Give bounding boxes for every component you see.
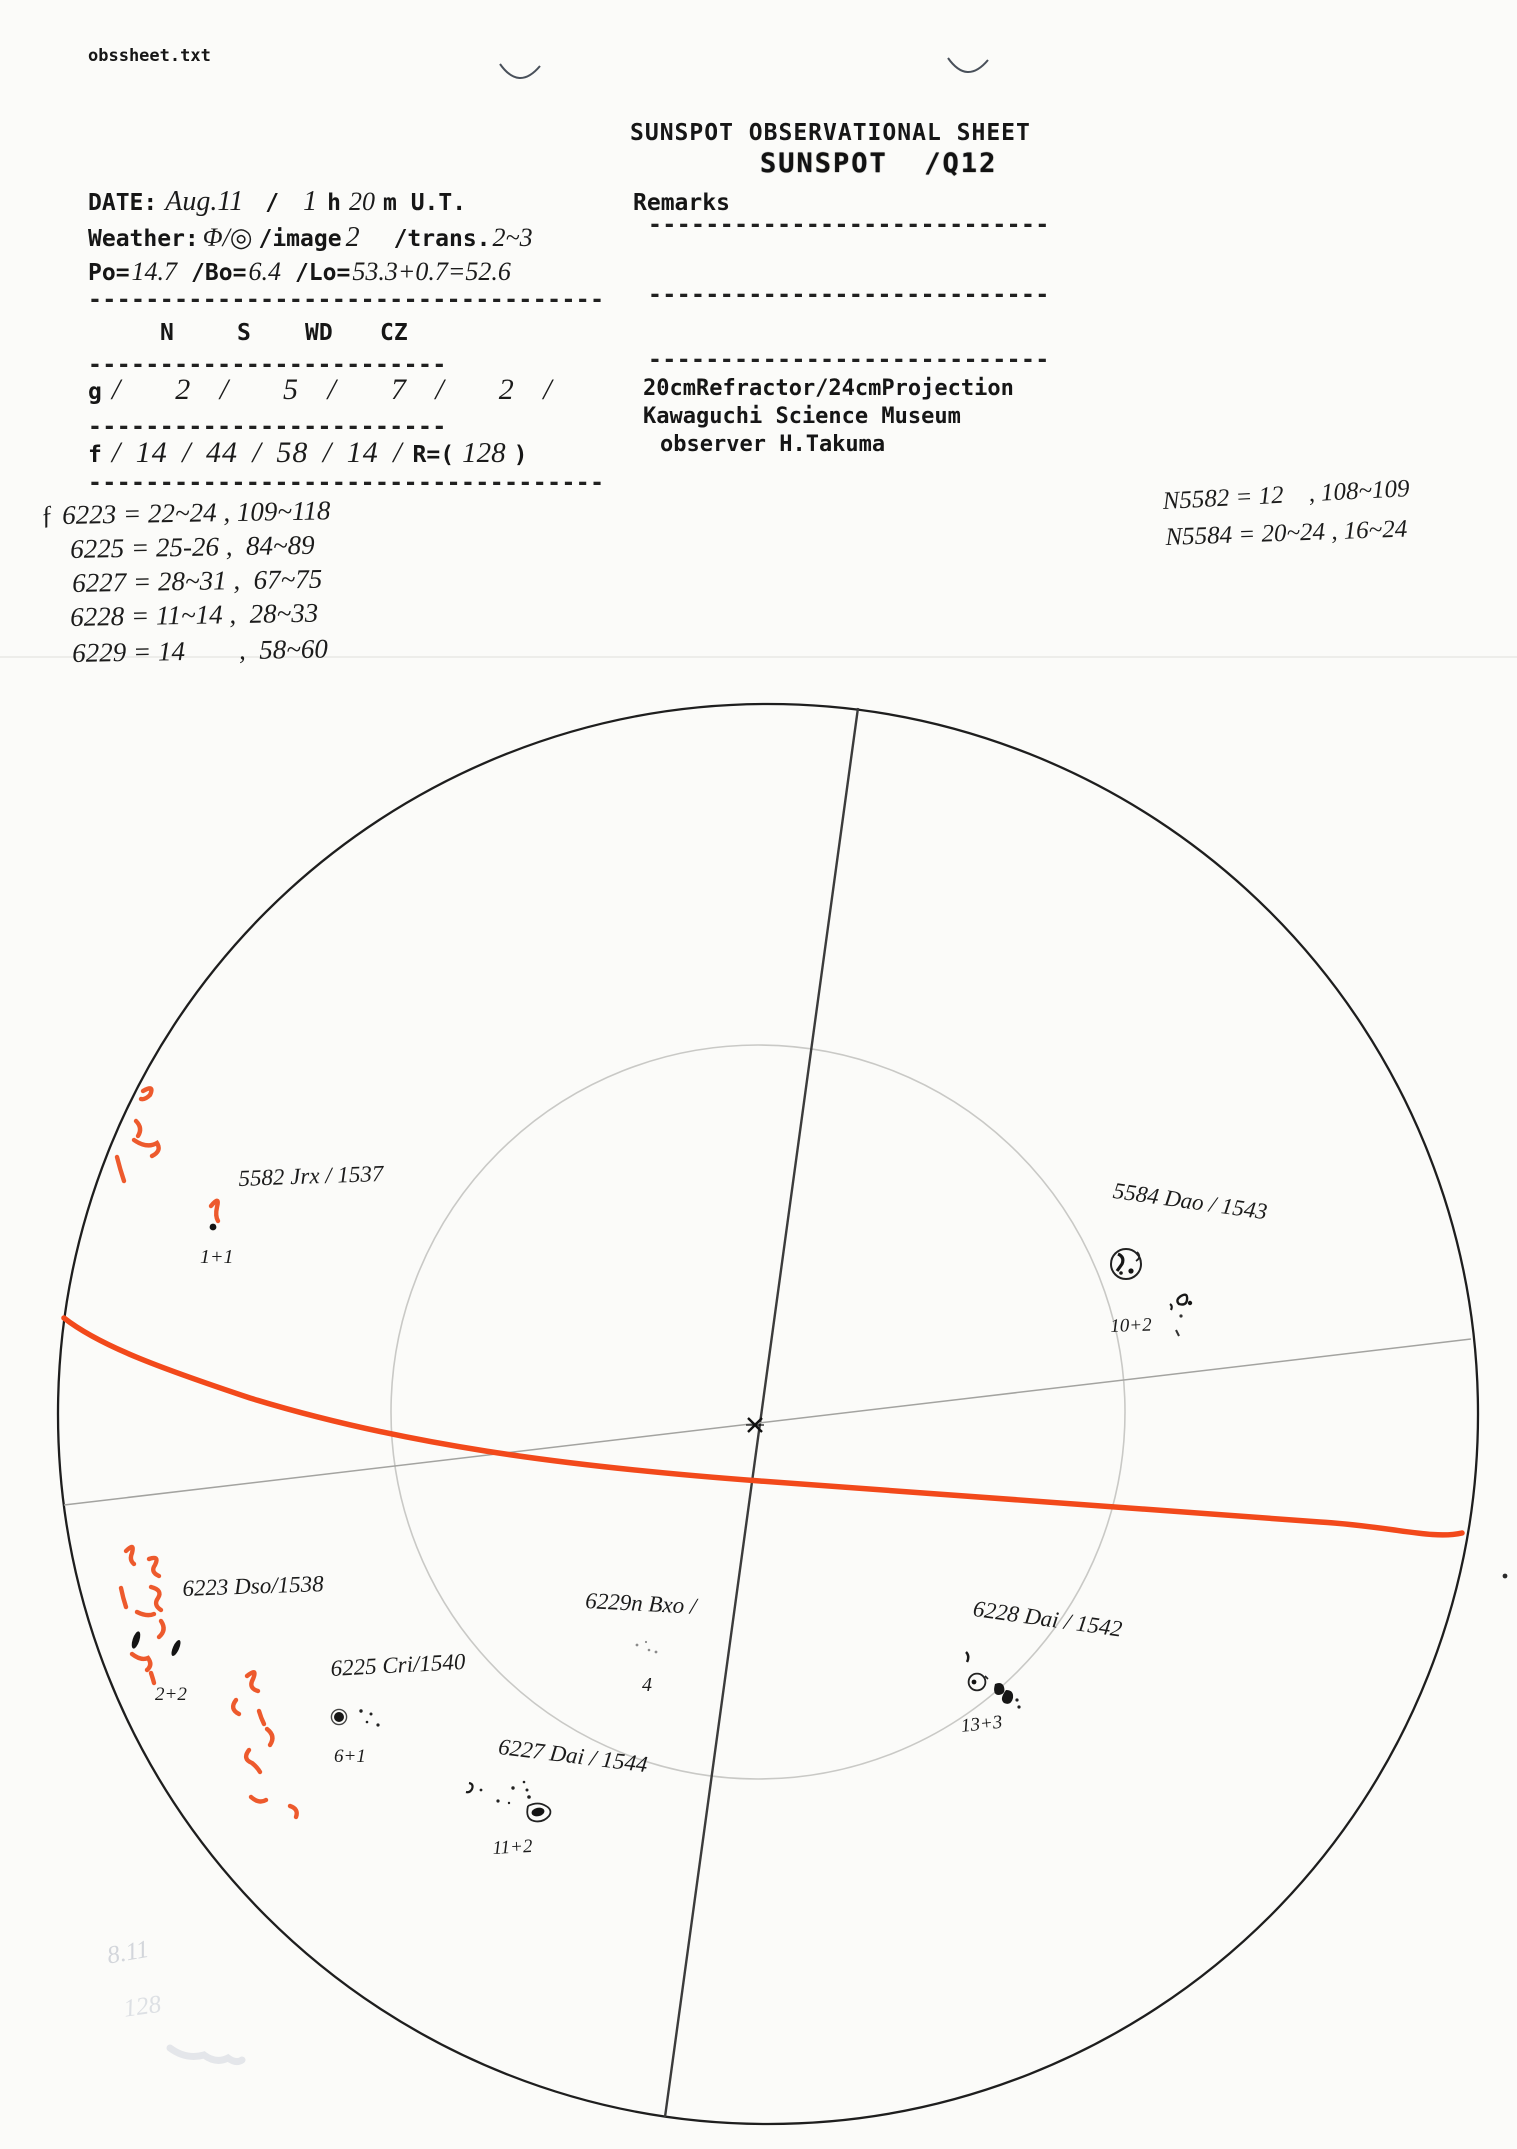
disc-count-6223: 2+2 (155, 1684, 187, 1705)
image-value: 2 (345, 222, 360, 253)
bo-label: /Bo= (191, 260, 247, 286)
disc-label-6228: 6228 Dai / 1542 (971, 1596, 1124, 1642)
sheet-stamp: SUNSPOT /Q12 (760, 148, 998, 179)
remarks-label: Remarks (633, 190, 730, 216)
trans-label: /trans. (393, 226, 491, 252)
disc-count-6225: 6+1 (334, 1746, 366, 1767)
pencil-note-date: 8.11 (105, 1935, 151, 1970)
group-6228-sketch (966, 1652, 1021, 1709)
lo-label: /Lo= (294, 260, 351, 286)
po-label: Po= (88, 260, 130, 286)
date-line (88, 186, 466, 218)
f-row-label: f (88, 442, 102, 468)
spot-5582 (210, 1224, 217, 1231)
hour-value: 1 (303, 186, 318, 217)
minute-value: 20 (349, 187, 375, 216)
equator-curve (64, 1318, 1462, 1535)
inner-reference-circle (391, 1045, 1125, 1779)
margin-note-n5584: N5584 = 20~24 , 16~24 (1165, 515, 1408, 551)
pencil-note-r: 128 (122, 1990, 163, 2023)
group-note-6225: 6225 = 25-26 , 84~89 (70, 529, 315, 564)
date-value: Aug.11 (165, 186, 244, 217)
group-note-6227: 6227 = 28~31 , 67~75 (72, 563, 323, 598)
hour-unit: h (327, 190, 341, 216)
sheet-title: SUNSPOT OBSERVATIONAL SHEET (630, 120, 1031, 146)
coordinates-line (88, 257, 511, 287)
observer-line: observer H.Takuma (660, 432, 886, 457)
remarks-line-1: ---------------------------- (648, 212, 1050, 238)
g-count-row (88, 373, 556, 407)
separator-line-2: ------------------------------------ (88, 470, 605, 496)
r-suffix: ) (513, 442, 528, 468)
punch-hole-marks (500, 58, 988, 78)
faculae-5582 (117, 1088, 218, 1221)
remarks-line-2: ---------------------------- (648, 282, 1050, 308)
weather-label: Weather: (88, 226, 199, 252)
group-note-6229: 6229 = 14 , 58~60 (72, 633, 329, 668)
ink-speck (1503, 1574, 1508, 1579)
g-row-values: / 2 / 5 / 7 / 2 / (111, 373, 556, 406)
date-label: DATE: (88, 190, 158, 216)
table-line-mid: ------------------------- (88, 414, 447, 440)
bo-value: 6.4 (248, 257, 281, 286)
group-6229-sketch (636, 1641, 658, 1654)
col-header-s: S (237, 320, 251, 346)
group-6225-sketch (331, 1709, 379, 1726)
minute-unit: m U.T. (383, 190, 467, 216)
instrument-line: 20cmRefractor/24cmProjection (643, 376, 1014, 401)
group-note-6223: 6223 = 22~24 , 109~118 (62, 495, 331, 530)
disc-label-5582: 5582 Jrx / 1537 (238, 1160, 384, 1191)
f-count-row (88, 436, 527, 470)
spots-6223 (130, 1630, 182, 1657)
image-label: /image (258, 226, 342, 252)
disc-count-6228: 13+3 (960, 1711, 1004, 1737)
disc-label-6227: 6227 Dai / 1544 (496, 1734, 650, 1778)
disc-count-5584: 10+2 (1110, 1314, 1153, 1337)
weather-line (88, 222, 533, 254)
col-header-n: N (160, 320, 174, 346)
disc-count-5582: 1+1 (200, 1246, 234, 1268)
col-header-wd: WD (305, 320, 333, 346)
disc-label-6229: 6229n Bxo / (584, 1588, 698, 1619)
po-value: 14.7 (131, 257, 178, 286)
group-notes-prefix: ƒ (38, 499, 56, 531)
site-line: Kawaguchi Science Museum (643, 404, 961, 429)
group-note-6228: 6228 = 11~14 , 28~33 (70, 597, 319, 632)
disc-count-6227: 11+2 (492, 1835, 533, 1859)
r-value: 128 (462, 437, 506, 469)
col-header-cz: CZ (380, 320, 408, 346)
solar-disc-limb (58, 704, 1478, 2124)
file-label: obssheet.txt (88, 46, 211, 66)
remarks-line-3: ---------------------------- (648, 347, 1050, 373)
date-sep: / (265, 190, 280, 216)
disc-count-6229: 4 (642, 1674, 652, 1696)
weather-value: Φ/◎ (202, 223, 253, 252)
axis-line (665, 708, 858, 2117)
disc-label-5584: 5584 Dao / 1543 (1111, 1178, 1269, 1225)
trans-value: 2~3 (492, 223, 533, 252)
g-row-label: g (88, 379, 102, 405)
margin-note-n5582: N5582 = 12 , 108~109 (1162, 475, 1411, 515)
f-row-values: / 14 / 44 / 58 / 14 / (111, 436, 403, 469)
table-line-top: ------------------------- (88, 352, 447, 378)
pencil-scribble (170, 2048, 242, 2062)
group-6227-sketch (466, 1781, 550, 1822)
lo-value: 53.3+0.7=52.6 (352, 257, 511, 286)
disc-label-6225: 6225 Cri/1540 (330, 1648, 466, 1681)
disc-label-6223: 6223 Dso/1538 (182, 1571, 324, 1601)
r-prefix: R=( (412, 442, 455, 468)
separator-line-1: ------------------------------------ (88, 287, 605, 313)
center-mark (746, 1418, 764, 1432)
